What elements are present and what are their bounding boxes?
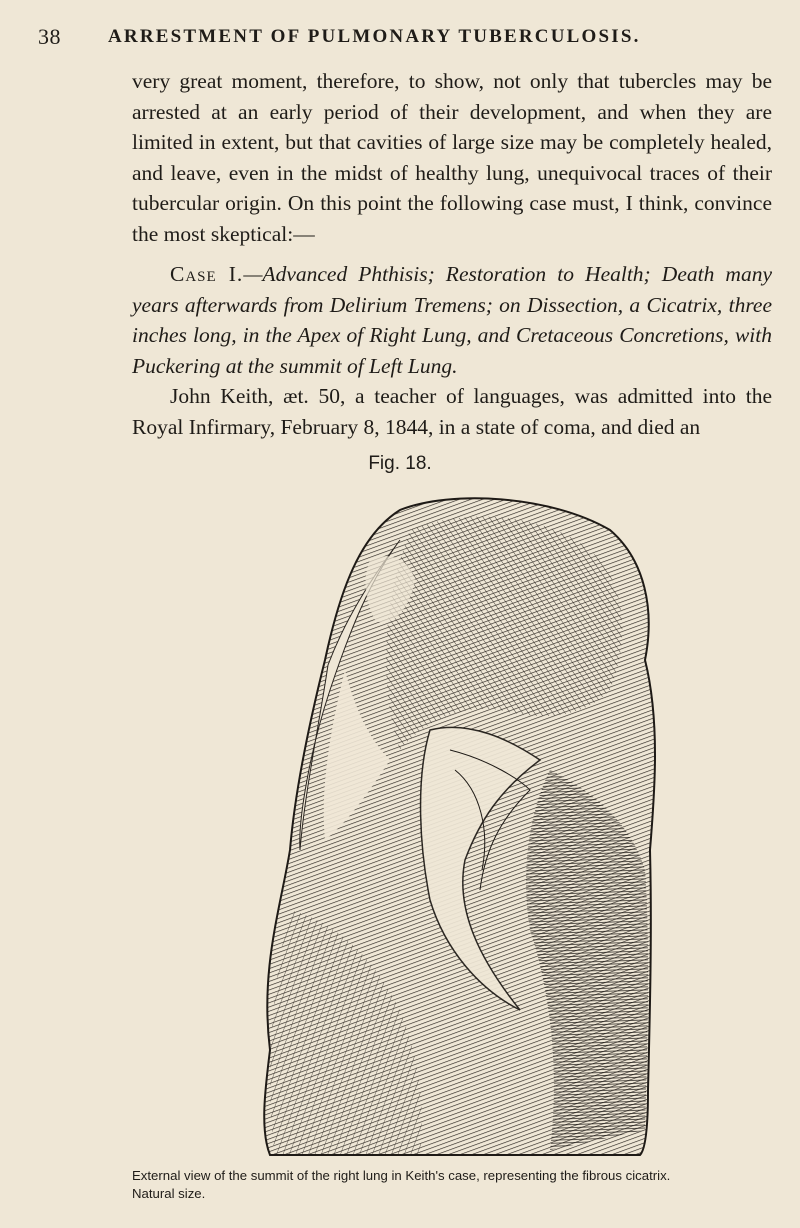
- figure-label: Fig. 18.: [368, 453, 432, 474]
- paragraph-1: very great moment, therefore, to show, not only that tubercles may be arrested at an early period of their development, and when they are limited in extent, but that cavities of large size may be completely healed, and leave, even in the midst of healthy lung, unequivocal traces of their tubercular origin. On this point the following case must, I think, convince the most skeptical:—: [132, 69, 772, 246]
- case-heading: [132, 259, 772, 381]
- paragraph-2: John Keith, æt. 50, a teacher of languages, was admitted into the Royal Infirmary, February 8, 1844, in a state of coma, and died an: [132, 384, 772, 439]
- page-number: 38: [38, 24, 61, 49]
- figure-caption: [132, 1167, 782, 1203]
- caption-line-1: External view of the summit of the right lung in Keith's case, representing the fibrous cicatrix.: [132, 1168, 671, 1183]
- page-header: [38, 24, 763, 54]
- case-title: —Advanced Phthisis; Restoration to Health; Death many years afterwards from Delirium Tremens; on Dissection, a Cicatrix, three inches long, in the Apex of Right Lung, and Cretaceous Concretions, with Puckering at the summit of Left Lung.: [132, 262, 773, 378]
- running-head: ARRESTMENT OF PULMONARY TUBERCULOSIS.: [108, 26, 641, 47]
- caption-line-2: Natural size.: [132, 1186, 206, 1201]
- lung-engraving: [250, 490, 670, 1165]
- lung-illustration: [250, 490, 670, 1165]
- case-label: Case I.: [170, 262, 244, 286]
